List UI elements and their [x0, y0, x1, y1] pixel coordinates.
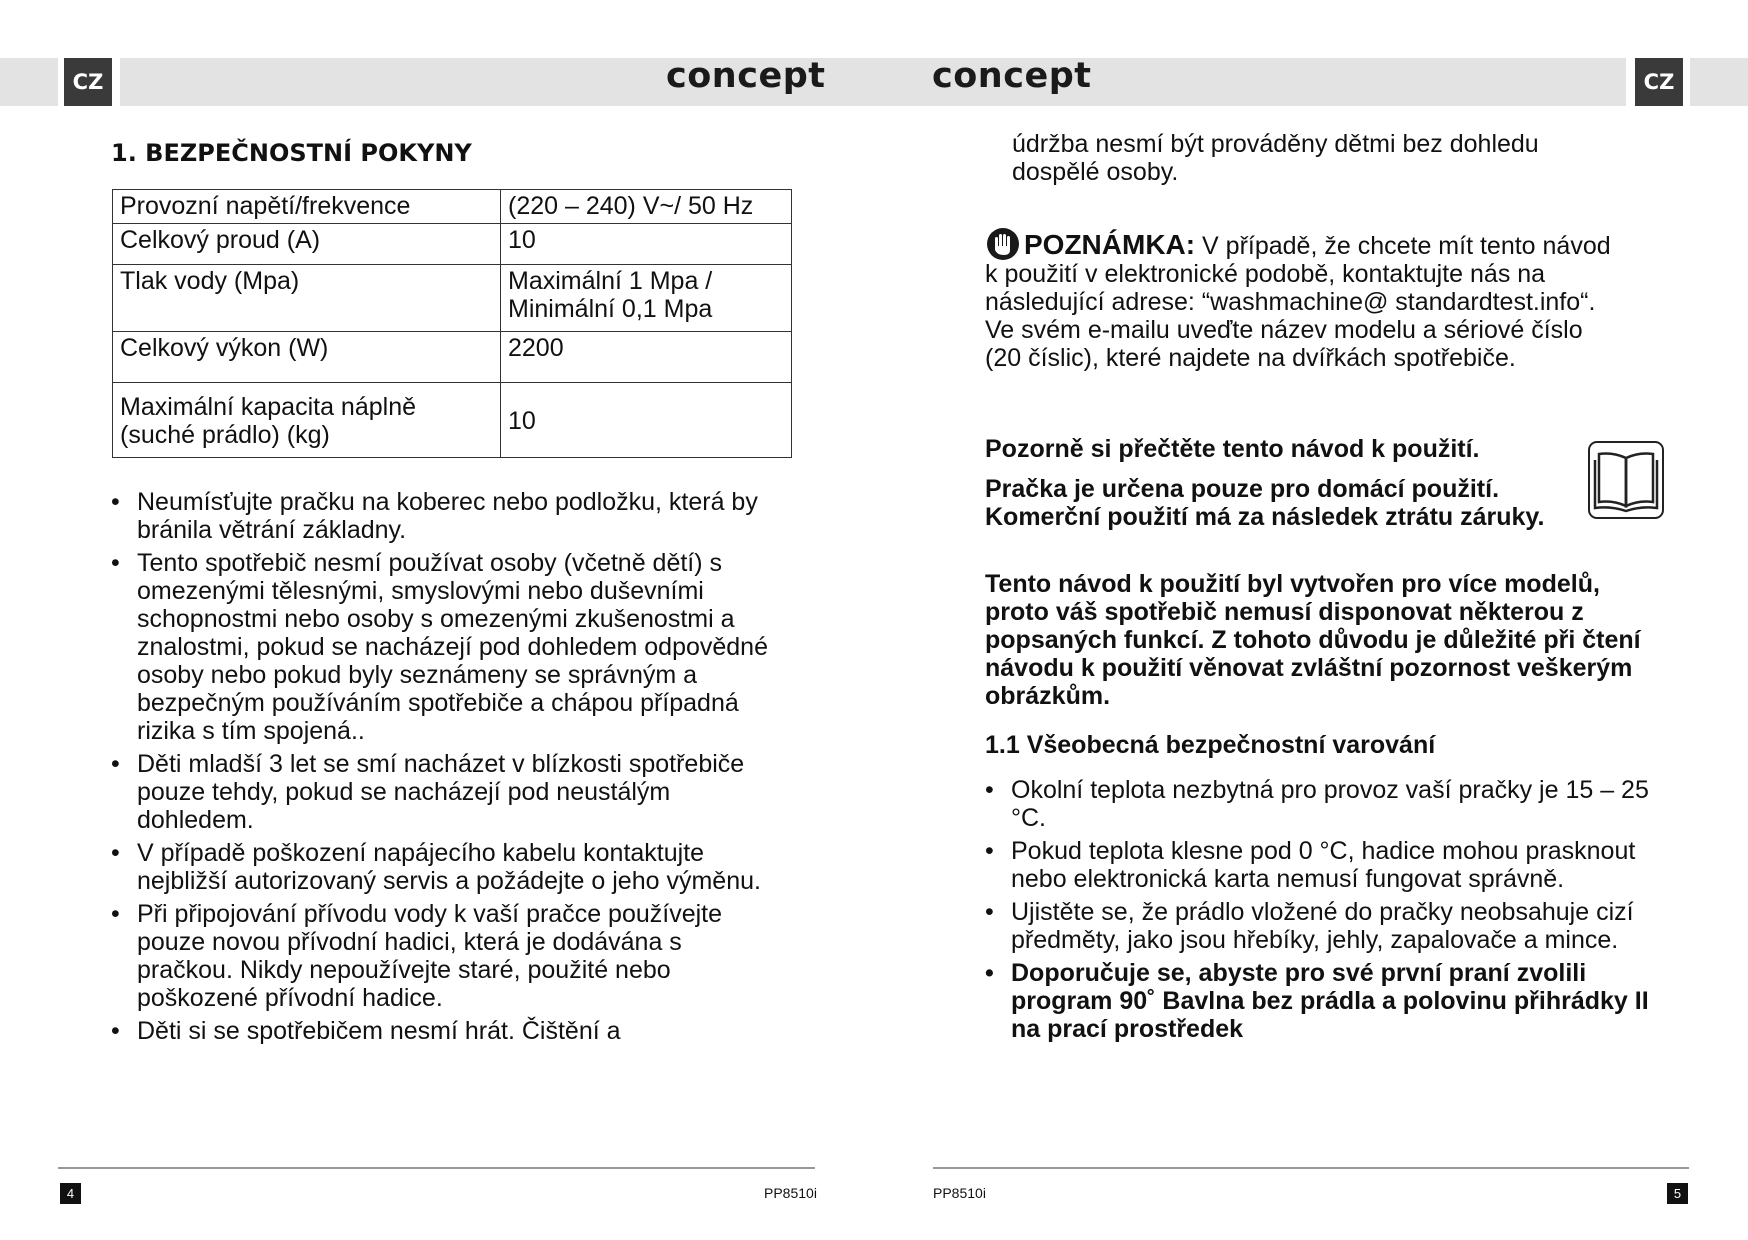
note-label: POZNÁMKA: — [1024, 229, 1196, 260]
subsection-title: 1.1 Všeobecná bezpečnostní varování — [985, 731, 1436, 759]
general-warning-list — [985, 776, 1650, 1048]
brand-logo-left: concept — [666, 56, 826, 96]
open-book-icon — [1587, 440, 1665, 520]
header-bar-right — [1690, 58, 1748, 106]
footer-rule-right — [933, 1167, 1689, 1169]
list-item: • Okolní teplota nezbytná pro provoz vaší pračky je 15 – 25 °C. — [985, 776, 1650, 832]
table-cell-label: Tlak vody (Mpa) — [113, 265, 501, 332]
list-item: • Děti mladší 3 let se smí nacházet v blízkosti spotřebiče pouze tehdy, pokud se nacházejí pod neustálým dohledem. — [111, 750, 771, 834]
table-row — [113, 224, 792, 265]
table-cell-value: 10 — [501, 383, 792, 458]
page-number-left: 4 — [60, 1183, 81, 1204]
table-cell-label — [113, 383, 501, 458]
language-badge-left: CZ — [64, 58, 112, 106]
list-item: • V případě poškození napájecího kabelu kontaktujte nejbližší autorizovaný servis a požádejte o jeho výměnu. — [111, 839, 771, 895]
table-cell-value: (220 – 240) V~/ 50 Hz — [501, 190, 792, 224]
table-cell-value: 10 — [501, 224, 792, 265]
note-paragraph — [985, 231, 1625, 372]
language-badge-right: CZ — [1635, 58, 1683, 106]
table-cell-label: Celkový proud (A) — [113, 224, 501, 265]
table-cell-label-line: (suché prádlo) (kg) — [120, 420, 330, 449]
read-manual-notice: Pozorně si přečtěte tento návod k použití. — [985, 435, 1480, 463]
footer-rule-left — [58, 1167, 815, 1169]
table-row — [113, 265, 792, 332]
domestic-use-notice: Pračka je určena pouze pro domácí použití. Komerční použití má za následek ztrátu záruky. — [985, 475, 1545, 531]
list-item: • Doporučuje se, abyste pro své první praní zvolili program 90˚ Bavlna bez prádla a polovinu přihrádky II na prací prostředek — [985, 959, 1650, 1043]
list-item: • Pokud teplota klesne pod 0 °C, hadice mohou prasknout nebo elektronická karta nemusí fungovat správně. — [985, 837, 1650, 893]
table-row — [113, 190, 792, 224]
model-number-left: PP8510i — [764, 1185, 817, 1201]
safety-bullet-list — [111, 488, 771, 1050]
model-number-right: PP8510i — [933, 1185, 986, 1201]
multi-model-notice: Tento návod k použití byl vytvořen pro více modelů, proto váš spotřebič nemusí disponovat některou z popsaných funkcí. Z tohoto důvodu je důležité při čtení návodu k použití věnovat zvláštní pozornost veškerým obrázkům. — [985, 570, 1641, 710]
table-cell-value-line: Maximální 1 Mpa / — [508, 267, 713, 295]
table-cell-label: Celkový výkon (W) — [113, 332, 501, 383]
table-row — [113, 332, 792, 383]
list-item: • Neumísťujte pračku na koberec nebo podložku, která by bránila větrání základny. — [111, 488, 771, 544]
list-item: • Při připojování přívodu vody k vaší pračce používejte pouze novou přívodní hadici, která je dodávána s pračkou. Nikdy nepoužívejte staré, použité nebo poškozené přívodní hadice. — [111, 900, 771, 1012]
section-title: 1. BEZPEČNOSTNÍ POKYNY — [111, 139, 472, 167]
table-cell-label-line: Maximální kapacita náplně — [120, 392, 416, 421]
table-cell-value — [501, 265, 792, 332]
list-item: • Ujistěte se, že prádlo vložené do pračky neobsahuje cizí předměty, jako jsou hřebíky, jehly, zapalovače a mince. — [985, 898, 1650, 954]
page-number-right: 5 — [1667, 1183, 1688, 1204]
list-item: • Děti si se spotřebičem nesmí hrát. Čištění a — [111, 1017, 771, 1045]
spec-table — [112, 189, 792, 458]
table-cell-value-line: Minimální 0,1 Mpa — [508, 295, 713, 323]
brand-logo-right: concept — [932, 56, 1092, 96]
continuation-text: údržba nesmí být prováděny dětmi bez dohledu dospělé osoby. — [1012, 130, 1539, 186]
header-bar-center — [120, 58, 1626, 106]
table-cell-value: 2200 — [501, 332, 792, 383]
note-text: V případě, že chcete mít tento návod k použití v elektronické podobě, kontaktujte nás na následující adrese: “washmachine@ standardtest.info“. Ve svém e-mailu uveďte název modelu a sériové číslo (20 číslic), které najdete na dvířkách spotřebiče. — [985, 232, 1611, 372]
table-row — [113, 383, 792, 458]
header-bar-left — [0, 58, 58, 106]
list-item: • Tento spotřebič nesmí používat osoby (včetně dětí) s omezenými tělesnými, smyslovými nebo duševními schopnostmi nebo osoby s omezenými zkušenostmi a znalostmi, pokud se nacházejí pod dohledem odpovědné osoby nebo pokud byly seznámeny se správným a bezpečným používáním spotřebiče a chápou případná rizika s tím spojená.. — [111, 549, 771, 745]
table-cell-label: Provozní napětí/frekvence — [113, 190, 501, 224]
